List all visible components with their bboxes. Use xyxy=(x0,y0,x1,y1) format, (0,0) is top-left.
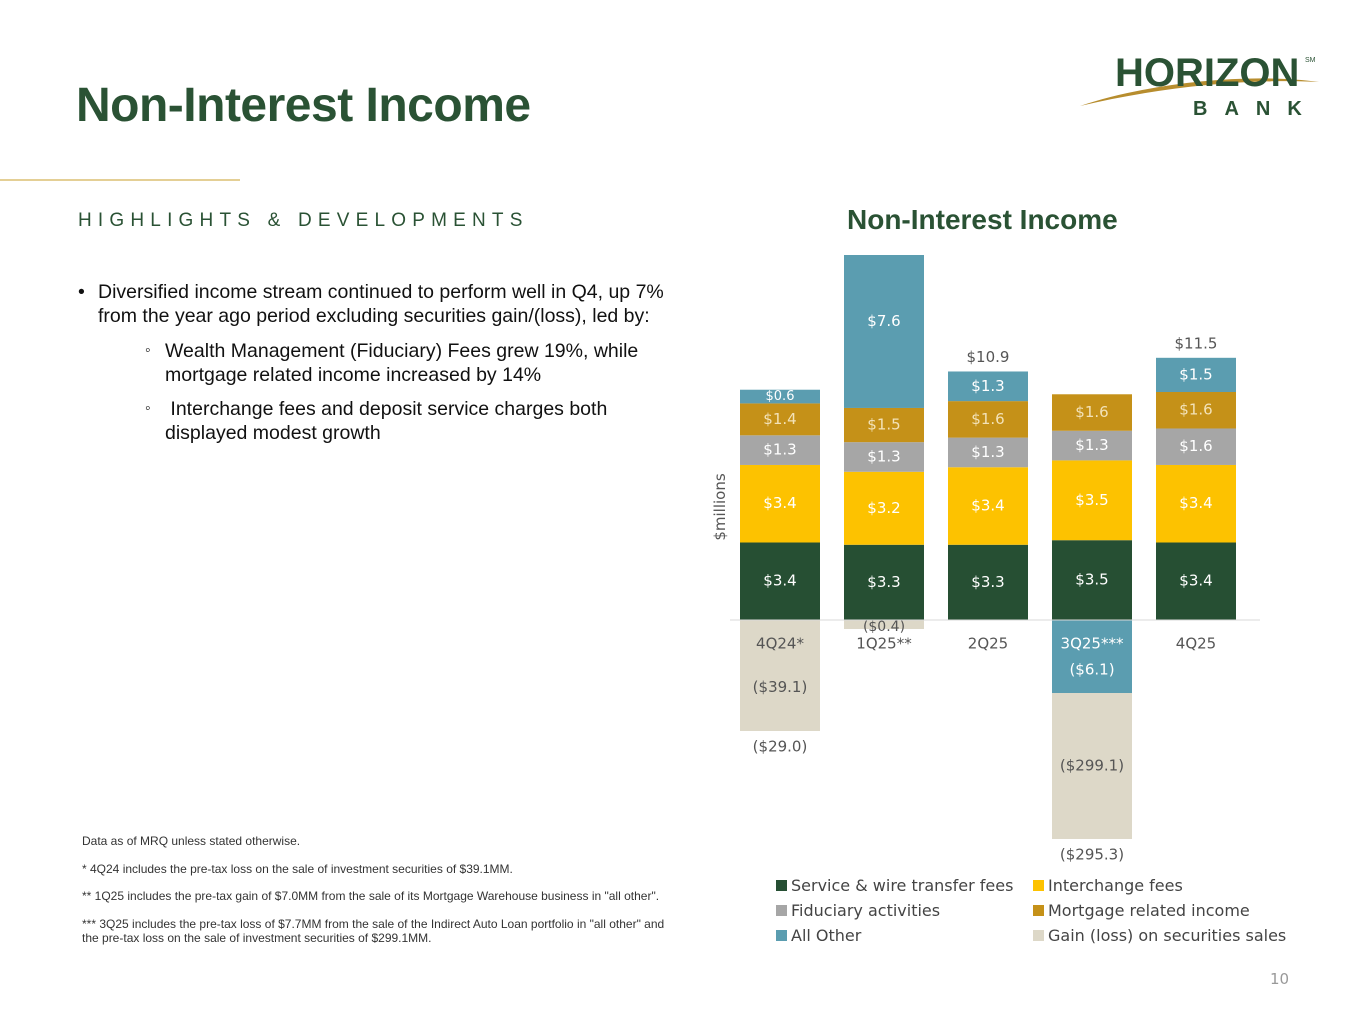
total-label: $10.9 xyxy=(966,347,1010,366)
footnote: ** 1Q25 includes the pre-tax gain of $7.0MM from the sale of its Mortgage Warehouse business in "all other". xyxy=(82,889,660,903)
legend-swatch xyxy=(1033,905,1044,916)
logo-service-mark: SM xyxy=(1305,57,1316,64)
chart-legend xyxy=(776,876,1316,945)
legend-item-mortgage xyxy=(1033,901,1313,920)
category-label: 2Q25 xyxy=(967,634,1009,653)
total-label: ($29.0) xyxy=(752,737,808,756)
page-number: 10 xyxy=(1270,970,1290,988)
legend-swatch xyxy=(1033,930,1044,941)
total-label: ($295.3) xyxy=(1059,845,1125,864)
sub-bullet-mark: ◦ xyxy=(145,342,151,359)
legend-swatch xyxy=(776,905,787,916)
title-divider xyxy=(0,179,240,181)
data-label: ($6.1) xyxy=(1069,660,1115,679)
data-label: $1.5 xyxy=(1179,365,1213,384)
data-label: $1.5 xyxy=(867,415,901,434)
legend-label: Service & wire transfer fees xyxy=(791,876,1014,895)
footnote: Data as of MRQ unless stated otherwise. xyxy=(82,834,301,848)
data-label: $7.6 xyxy=(867,311,901,330)
legend-item-service xyxy=(776,876,1033,895)
chart-title: Non-Interest Income xyxy=(847,204,1118,235)
y-axis-label: $millions xyxy=(711,473,729,541)
data-label: $3.2 xyxy=(867,498,901,517)
bullet-mark: • xyxy=(78,281,85,303)
data-label: $1.3 xyxy=(971,376,1005,395)
data-label: $3.4 xyxy=(763,494,797,513)
data-label: $1.6 xyxy=(1179,400,1213,419)
legend-item-interchange xyxy=(1033,876,1313,895)
category-label: 3Q25*** xyxy=(1060,634,1124,653)
legend-swatch xyxy=(776,930,787,941)
data-label: $1.6 xyxy=(971,409,1005,428)
legend-label: Fiduciary activities xyxy=(791,901,941,920)
data-label: ($0.4) xyxy=(862,619,906,635)
data-label: $3.3 xyxy=(971,572,1005,591)
data-label: $1.6 xyxy=(1075,403,1109,422)
data-label: $0.6 xyxy=(765,389,795,405)
data-label: $1.6 xyxy=(1179,437,1213,456)
data-label: $3.5 xyxy=(1075,490,1109,509)
logo-word: HORIZON xyxy=(1115,51,1300,95)
data-label: $3.4 xyxy=(1179,494,1213,513)
bar-segment xyxy=(844,255,924,408)
data-label: $1.3 xyxy=(763,440,797,459)
sub-bullet-mark: ◦ xyxy=(145,400,151,417)
category-label: 4Q24* xyxy=(756,634,804,653)
legend-item-gain xyxy=(1033,926,1313,945)
footnote: *** 3Q25 includes the pre-tax loss of $7.7MM from the sale of the Indirect Auto Loan portfolio in "all other" and the pre-tax loss on the sale of investment securities of $299.1MM. xyxy=(82,916,665,945)
data-label: $3.3 xyxy=(867,572,901,591)
sub-bullet-item xyxy=(78,339,688,387)
legend-label: Gain (loss) on securities sales xyxy=(1048,926,1287,945)
data-label: ($299.1) xyxy=(1059,756,1125,775)
non-interest-income-chart xyxy=(700,255,1320,865)
data-label: $1.3 xyxy=(1075,436,1109,455)
horizon-bank-logo xyxy=(1075,44,1325,124)
section-heading: HIGHLIGHTS & DEVELOPMENTS xyxy=(78,210,529,231)
category-label: 4Q25 xyxy=(1175,634,1217,653)
sub-bullet-text: Wealth Management (Fiduciary) Fees grew 19%, while mortgage related income increased by 14% xyxy=(165,340,639,386)
legend-item-fiduciary xyxy=(776,901,1033,920)
highlights-list xyxy=(78,280,688,445)
legend-label: All Other xyxy=(791,926,862,945)
page-title: Non-Interest Income xyxy=(76,79,531,132)
logo-bank: BANK xyxy=(1193,98,1319,120)
data-label: ($39.1) xyxy=(752,678,808,696)
footnotes xyxy=(82,834,682,959)
legend-item-other xyxy=(776,926,1033,945)
bar-segment xyxy=(1052,620,1132,693)
data-label: $3.4 xyxy=(971,496,1005,515)
legend-label: Interchange fees xyxy=(1048,876,1183,895)
legend-label: Mortgage related income xyxy=(1048,901,1250,920)
legend-swatch xyxy=(1033,880,1044,891)
bullet-item xyxy=(78,280,688,328)
legend-swatch xyxy=(776,880,787,891)
category-label: 1Q25** xyxy=(856,634,912,653)
data-label: $1.3 xyxy=(867,447,901,466)
footnote: * 4Q24 includes the pre-tax loss on the sale of investment securities of $39.1MM. xyxy=(82,861,513,876)
total-label: $11.5 xyxy=(1174,334,1218,353)
bullet-text: Diversified income stream continued to perform well in Q4, up 7% from the year ago period excluding securities gain/(loss), led by: xyxy=(98,281,664,327)
data-label: $3.4 xyxy=(763,571,797,590)
sub-bullet-item xyxy=(78,397,688,445)
data-label: $1.4 xyxy=(763,409,797,428)
sub-bullet-text: Interchange fees and deposit service charges both displayed modest growth xyxy=(165,398,613,444)
data-label: $3.5 xyxy=(1075,570,1109,589)
data-label: $3.4 xyxy=(1179,571,1213,590)
data-label: $1.3 xyxy=(971,442,1005,461)
